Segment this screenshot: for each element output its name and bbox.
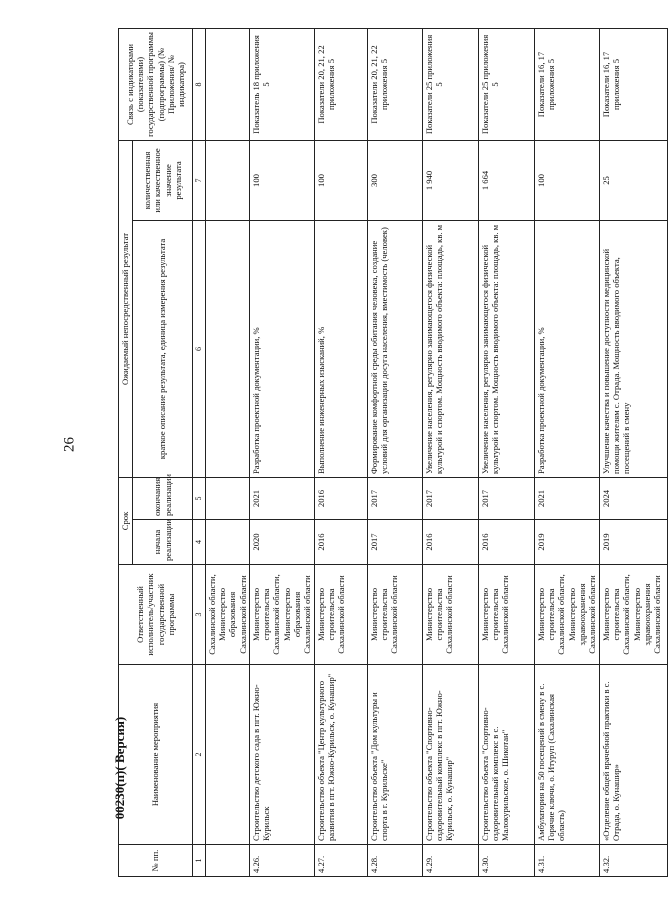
cell-quantity: 1 940 <box>422 140 478 220</box>
rotated-table-container <box>118 29 663 877</box>
col-number: 1 <box>193 845 206 877</box>
cell-end: 2017 <box>367 477 422 519</box>
cell-name: Строительство объекта "Центр культурного развития в пгт. Южно-Курильск, о. Кунашир" <box>314 665 367 845</box>
cell-start: 2019 <box>534 520 599 565</box>
header-expected-result: Ожидаемый непосредственный результат <box>119 140 133 477</box>
cell-name: «Отделение общей врачебной практики в с. Отрада, о. Кунашир» <box>599 665 667 845</box>
col-number: 3 <box>193 565 206 665</box>
cell-indicator-link: Показатели 20, 21, 22 приложения 5 <box>314 28 367 140</box>
cell-quantity: 300 <box>367 140 422 220</box>
cell-indicator-link: Показатели 16, 17 приложения 5 <box>599 28 667 140</box>
cell-indicator-link: Показатели 25 приложения 5 <box>478 28 534 140</box>
header-responsible: Ответственный исполнитель/участник государственной программы <box>119 565 193 665</box>
cell-number: 4.28. <box>367 845 422 877</box>
cell-start: 2017 <box>367 520 422 565</box>
column-number-row <box>193 28 206 876</box>
cell-name: Строительство детского сада в пгт. Южно-Курильск <box>249 665 314 845</box>
table-row <box>534 28 599 876</box>
cell-start: 2016 <box>422 520 478 565</box>
cell-description: Выполнение инженерных изысканий, % <box>314 220 367 477</box>
cell-start: 2019 <box>599 520 667 565</box>
cell-number: 4.32. <box>599 845 667 877</box>
cell-responsible: Министерство строительства Сахалинской области <box>422 565 478 665</box>
cell-end: 2016 <box>314 477 367 519</box>
cell-description: Разработка проектной документации, % <box>249 220 314 477</box>
cell-responsible: Министерство строительства Сахалинской области, Министерство образования Сахалинской области <box>249 565 314 665</box>
cell-quantity: 1 664 <box>478 140 534 220</box>
cell-number: 4.27. <box>314 845 367 877</box>
table-row <box>367 28 422 876</box>
continuation-row <box>205 28 249 876</box>
cell-quantity: 25 <box>599 140 667 220</box>
header-quantity: количественная или качественное значение результата <box>133 140 193 220</box>
cell-indicator-link: Показатели 25 приложения 5 <box>422 28 478 140</box>
measures-table <box>118 28 668 877</box>
cell-responsible: Министерство строительства Сахалинской области, Министерство здравоохранения Сахалинской области <box>599 565 667 665</box>
cell-name: Строительство объекта "Спортивно-оздоровительный комплекс в с. Малокурильское, о. Шикотан" <box>478 665 534 845</box>
cell-name: Амбулатория на 50 посещений в смену в с. Горячие ключи, о. Итуруп (Сахалинская область) <box>534 665 599 845</box>
cell-indicator-link: Показатели 20, 21, 22 приложения 5 <box>367 28 422 140</box>
cell-end: 2021 <box>249 477 314 519</box>
header-indicator-link: Связь с индикаторами (показателями) государственной программы (подпрограммы) (№ Приложения/ № индикатора) <box>119 28 193 140</box>
table-row <box>478 28 534 876</box>
col-number: 2 <box>193 665 206 845</box>
version-note: 00230(п)( Версия) <box>112 716 127 820</box>
cell-number: 4.26. <box>249 845 314 877</box>
cell-end: 2024 <box>599 477 667 519</box>
header-name: Наименование мероприятия <box>119 665 193 845</box>
cell-responsible: Министерство строительства Сахалинской области <box>314 565 367 665</box>
cell-start: 2020 <box>249 520 314 565</box>
header-end: окончания реализации <box>133 477 193 519</box>
cell-responsible: Сахалинской области, Министерство образования Сахалинской области <box>205 565 249 665</box>
cell-end: 2021 <box>534 477 599 519</box>
header-number: № пп. <box>119 845 193 877</box>
cell-number: 4.31. <box>534 845 599 877</box>
cell-description: Улучшение качества и повышение доступности медицинской помощи жителям с. Отрада. Мощность вводимого объекта, посещений в смену <box>599 220 667 477</box>
cell-indicator-link: Показатель 18 приложения 5 <box>249 28 314 140</box>
col-number: 4 <box>193 520 206 565</box>
col-number: 5 <box>193 477 206 519</box>
cell-start: 2016 <box>314 520 367 565</box>
cell-description: Увеличение населения, регулярно занимающегося физической культурой и спортом. Мощность вводимого объекта: площадь, кв. м <box>478 220 534 477</box>
cell-end: 2017 <box>478 477 534 519</box>
page-number: 26 <box>61 437 78 452</box>
cell-quantity: 100 <box>314 140 367 220</box>
cell-number: 4.29. <box>422 845 478 877</box>
col-number: 8 <box>193 28 206 140</box>
cell-name: Строительство объекта "Спортивно-оздоровительный комплекс в пгт. Южно-Курильск, о. Кунашир" <box>422 665 478 845</box>
cell-start: 2016 <box>478 520 534 565</box>
cell-responsible: Министерство строительства Сахалинской области, Министерство здравоохранения Сахалинской области <box>534 565 599 665</box>
cell-quantity: 100 <box>249 140 314 220</box>
cell-quantity: 100 <box>534 140 599 220</box>
cell-responsible: Министерство строительства Сахалинской области <box>478 565 534 665</box>
col-number: 7 <box>193 140 206 220</box>
table-row <box>422 28 478 876</box>
header-term: Срок <box>119 477 133 564</box>
cell-description: Разработка проектной документации, % <box>534 220 599 477</box>
cell-number: 4.30. <box>478 845 534 877</box>
header-description: краткое описание результата, единица измерения результата <box>133 220 193 477</box>
header-start: начала реализации <box>133 520 193 565</box>
cell-name: Строительство объекта "Дом культуры и спорта в г. Курильске" <box>367 665 422 845</box>
table-row <box>599 28 667 876</box>
cell-indicator-link: Показатели 16, 17 приложения 5 <box>534 28 599 140</box>
table-row <box>314 28 367 876</box>
cell-description: Увеличение населения, регулярно занимающегося физической культурой и спортом. Мощность вводимого объекта: площадь, кв. м <box>422 220 478 477</box>
table-row <box>249 28 314 876</box>
cell-responsible: Министерство строительства Сахалинской области <box>367 565 422 665</box>
cell-description: Формирование комфортной среды обитания человека, создание условий для организации досуга населения, вместимость (человек) <box>367 220 422 477</box>
col-number: 6 <box>193 220 206 477</box>
cell-end: 2017 <box>422 477 478 519</box>
